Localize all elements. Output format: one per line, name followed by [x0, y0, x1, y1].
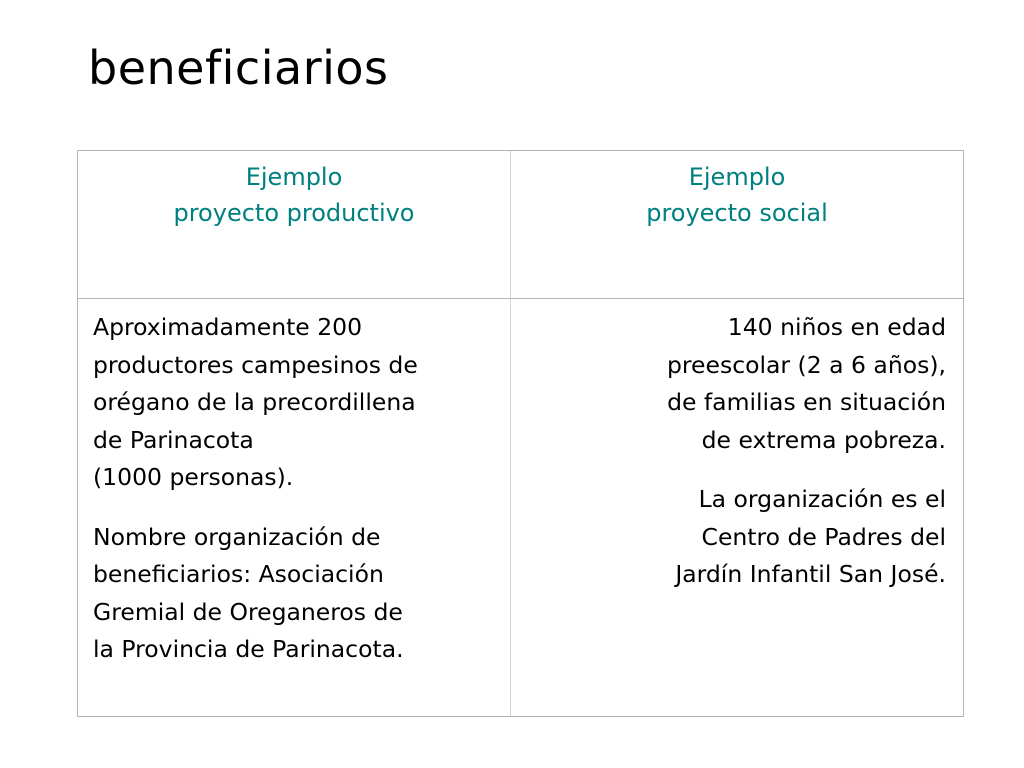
- header-productive-line2: proyecto productivo: [173, 199, 415, 227]
- header-divider: [78, 298, 963, 299]
- header-productive-project: [78, 159, 510, 289]
- cell-social-beneficiaries: [518, 309, 946, 594]
- header-social-project: [511, 159, 963, 289]
- productive-beneficiaries-count: Aproximadamente 200 productores campesinos de orégano de la precordillena de Parinacota (1000 personas).: [93, 313, 418, 491]
- header-productive-line1: Ejemplo: [245, 163, 343, 191]
- comparison-table: [77, 150, 964, 717]
- cell-productive-beneficiaries: [93, 309, 505, 669]
- slide-title: beneficiarios: [88, 41, 389, 95]
- social-organization-name: La organización es el Centro de Padres del Jardín Infantil San José.: [675, 485, 946, 588]
- social-beneficiaries-count: 140 niños en edad preescolar (2 a 6 años), de familias en situación de extrema pobreza.: [666, 313, 946, 454]
- header-social-line2: proyecto social: [646, 199, 828, 227]
- header-social-line1: Ejemplo: [688, 163, 786, 191]
- productive-organization-name: Nombre organización de beneficiarios: Asociación Gremial de Oreganeros de la Provincia de Parinacota.: [93, 522, 404, 663]
